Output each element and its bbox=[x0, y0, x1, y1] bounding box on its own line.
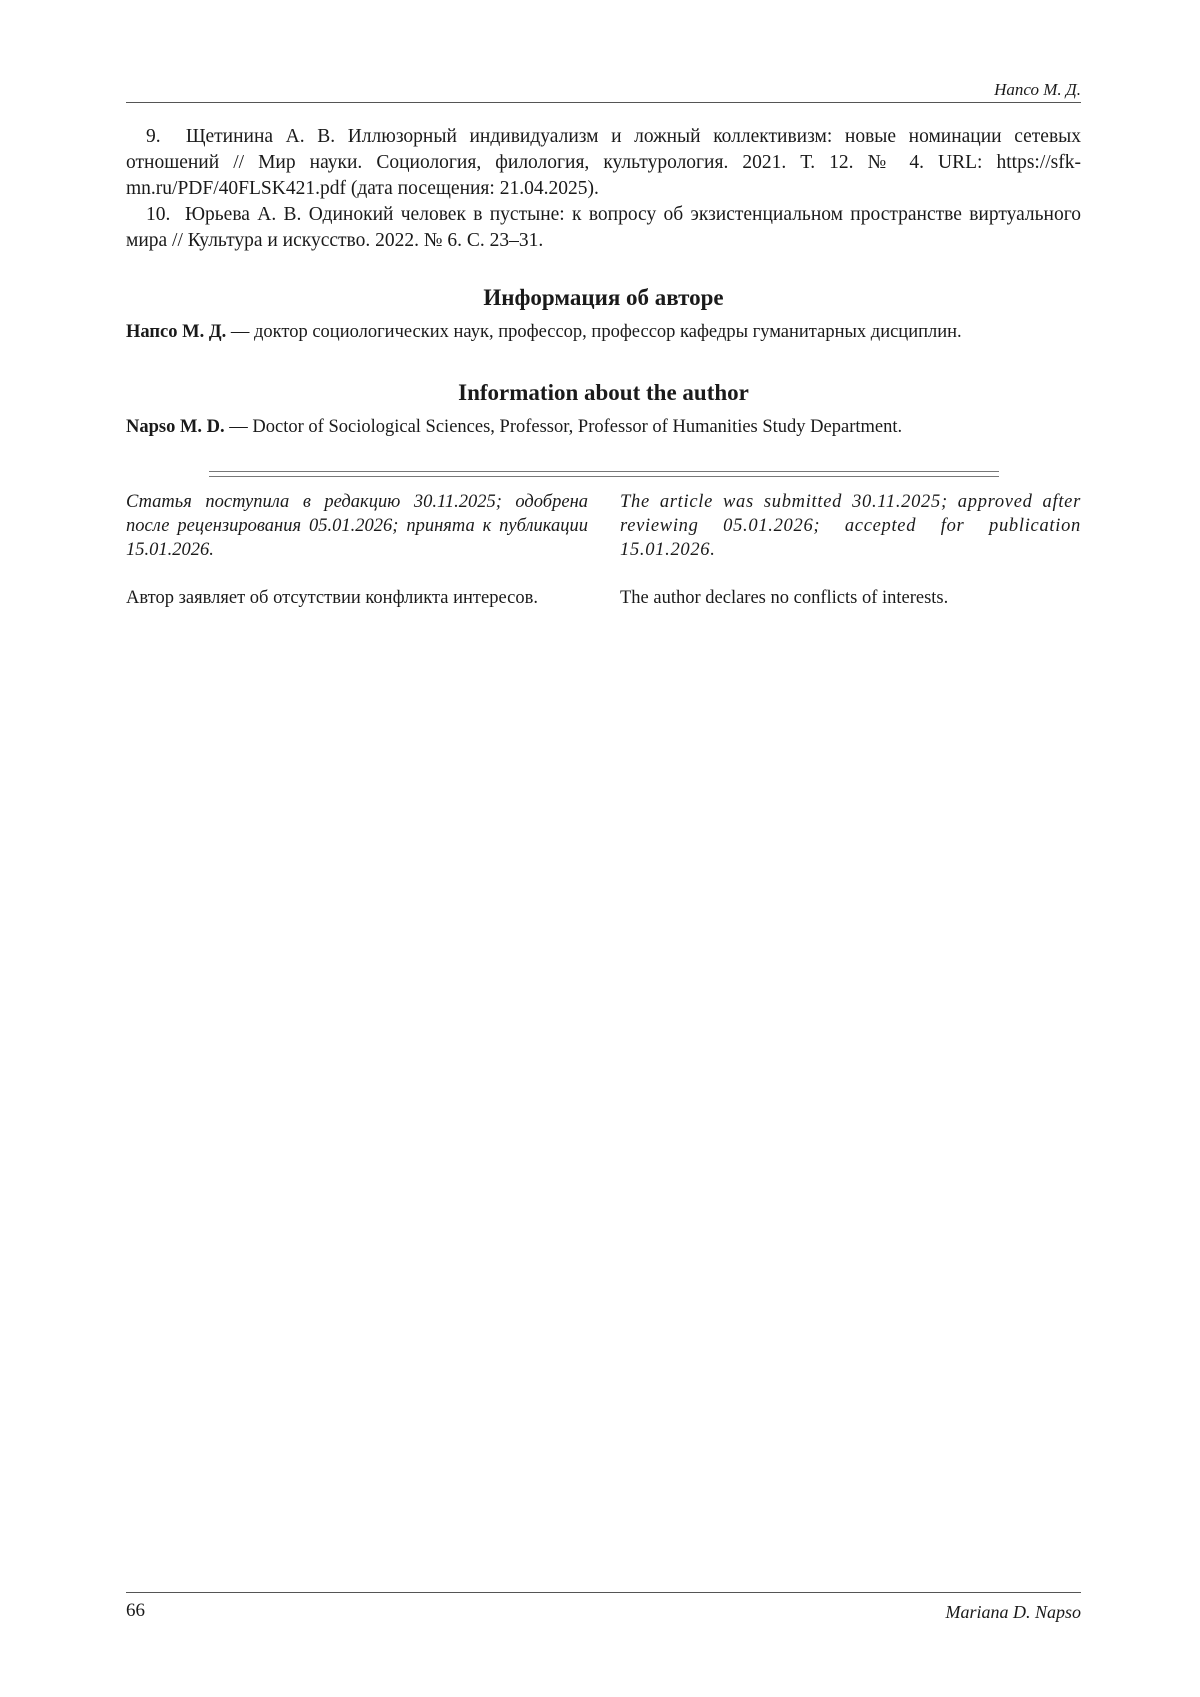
reference-item bbox=[126, 124, 1081, 202]
conflict-statement-ru: Автор заявляет об отсутствии конфликта интересов. bbox=[126, 588, 538, 608]
reference-number: 10. bbox=[146, 204, 171, 225]
page-number: 66 bbox=[126, 1600, 145, 1621]
author-name-en: Napso M. D. bbox=[126, 417, 225, 437]
reference-item bbox=[126, 202, 1081, 254]
submission-info-en bbox=[620, 490, 1081, 610]
conflict-statement-en: The author declares no conflicts of interests. bbox=[620, 588, 949, 608]
reference-text: Юрьева А. В. Одинокий человек в пустыне: к вопросу об экзистенциальном пространстве виртуального мира // Культура и искусство. 2022. № 6. С. 23–31. bbox=[126, 204, 1081, 251]
footer-rule bbox=[126, 1592, 1081, 1593]
submission-info-ru bbox=[126, 490, 588, 610]
author-name-ru: Напсо М. Д. bbox=[126, 322, 227, 342]
reference-list bbox=[126, 124, 1081, 254]
journal-page bbox=[126, 0, 1081, 1697]
author-info-en bbox=[126, 417, 1081, 438]
author-info-title-en: Information about the author bbox=[458, 380, 749, 405]
reference-text: Щетинина А. В. Иллюзорный индивидуализм и ложный коллективизм: новые номинации сетевых отношений // Мир науки. Социология, филология, культурология. 2021. Т. 12. № 4. URL: https://sfk-mn.ru/PDF/40FLSK421.pdf (дата посещения: 21.04.2025). bbox=[126, 126, 1081, 199]
section-divider bbox=[209, 471, 999, 477]
author-description-en: — Doctor of Sociological Sciences, Professor, Professor of Humanities Study Department. bbox=[224, 417, 903, 437]
author-description-ru: — доктор социологических наук, профессор, профессор кафедры гуманитарных дисциплин. bbox=[226, 322, 962, 342]
submission-dates-en: The article was submitted 30.11.2025; approved after reviewing 05.01.2026; accepted for publication 15.01.2026. bbox=[620, 492, 1081, 560]
running-footer: Mariana D. Napso bbox=[945, 1602, 1081, 1622]
reference-number: 9. bbox=[146, 126, 161, 147]
author-info-ru bbox=[126, 322, 1081, 343]
running-header: Напсо М. Д. bbox=[994, 80, 1081, 99]
author-info-title-ru: Информация об авторе bbox=[483, 285, 724, 310]
header-rule bbox=[126, 102, 1081, 103]
submission-dates-ru: Статья поступила в редакцию 30.11.2025; одобрена после рецензирования 05.01.2026; принята к публикации 15.01.2026. bbox=[126, 492, 588, 560]
